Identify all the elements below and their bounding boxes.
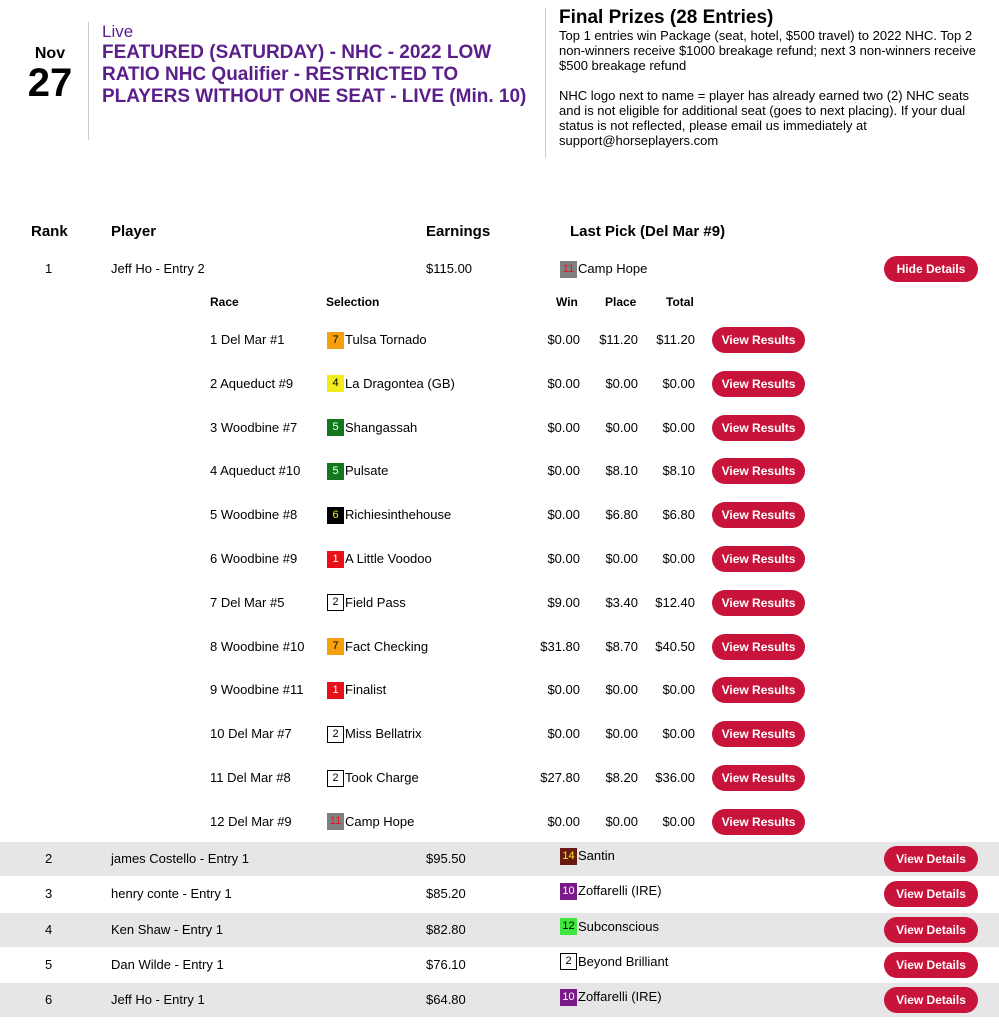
- view-results-button[interactable]: View Results: [712, 677, 805, 703]
- player-name: Jeff Ho - Entry 2: [111, 261, 205, 276]
- player-name: henry conte - Entry 1: [111, 886, 232, 902]
- saddle-cloth-badge: 7: [327, 332, 344, 349]
- race-name: 9 Woodbine #11: [210, 682, 304, 698]
- saddle-cloth-badge: 2: [327, 770, 344, 787]
- view-details-button[interactable]: View Details: [884, 917, 978, 943]
- view-results-button[interactable]: View Results: [712, 371, 805, 397]
- race-header: Race: [210, 295, 239, 309]
- last-pick: [560, 910, 659, 944]
- place-header: Place: [605, 295, 637, 309]
- last-pick: [560, 874, 662, 908]
- race-name: 1 Del Mar #1: [210, 332, 285, 347]
- win-amount: $0.00: [547, 813, 580, 829]
- rank: 3: [45, 886, 53, 902]
- saddle-cloth-badge: 5: [327, 419, 344, 436]
- race-name: 3 Woodbine #7: [210, 419, 298, 435]
- leaderboard-row: [0, 948, 999, 982]
- view-results-button[interactable]: View Results: [712, 502, 805, 528]
- race-detail-row: [0, 765, 999, 809]
- leaderboard-row: [0, 842, 999, 876]
- view-results-button[interactable]: View Results: [712, 721, 805, 747]
- prize-block: [545, 8, 985, 158]
- total-amount: $11.20: [656, 332, 695, 347]
- race-detail-row: [0, 327, 999, 371]
- race-name: 11 Del Mar #8: [210, 770, 291, 785]
- win-amount: $0.00: [547, 682, 580, 698]
- leaderboard-row: [0, 983, 999, 1017]
- win-amount: $0.00: [547, 332, 580, 347]
- win-amount: $9.00: [547, 594, 580, 610]
- rank: 6: [45, 992, 53, 1008]
- last-pick: [560, 252, 647, 286]
- saddle-cloth-badge: 10: [560, 989, 577, 1006]
- selection: [327, 721, 422, 747]
- race-name: 10 Del Mar #7: [210, 726, 292, 742]
- selection: [327, 546, 432, 572]
- leaderboard-row: [0, 913, 999, 947]
- race-detail-row: [0, 546, 999, 590]
- win-amount: $0.00: [547, 726, 580, 742]
- selection: [327, 590, 406, 616]
- date-month: Nov: [34, 45, 66, 62]
- total-amount: $12.40: [655, 594, 695, 610]
- saddle-cloth-badge: 2: [327, 726, 344, 743]
- win-amount: $0.00: [547, 463, 580, 479]
- horse-name: A Little Voodoo: [345, 551, 432, 566]
- horse-name: La Dragontea (GB): [345, 375, 455, 391]
- saddle-cloth-badge: 6: [327, 507, 344, 524]
- horse-name: Fact Checking: [345, 638, 429, 654]
- horse-name: Subconscious: [578, 918, 659, 934]
- earnings: $76.10: [426, 956, 466, 972]
- win-amount: $27.80: [540, 770, 580, 785]
- view-results-button[interactable]: View Results: [712, 634, 805, 660]
- contest-title: FEATURED (SATURDAY) - NHC - 2022 LOW RATIO NHC Qualifier - RESTRICTED TO PLAYERS WITHOUT ONE SEAT - LIVE (Min. 10): [102, 42, 527, 107]
- view-details-button[interactable]: View Details: [884, 846, 978, 872]
- saddle-cloth-badge: 4: [327, 375, 344, 392]
- selection: [327, 327, 427, 353]
- selection: [327, 634, 428, 660]
- view-results-button[interactable]: View Results: [712, 415, 805, 441]
- place-amount: $8.10: [605, 463, 638, 479]
- win-amount: $0.00: [547, 551, 580, 566]
- earnings: $95.50: [426, 851, 466, 866]
- view-details-button[interactable]: View Details: [884, 881, 978, 907]
- horse-name: Santin: [578, 848, 615, 863]
- contest-title-block: [88, 22, 528, 140]
- race-name: 8 Woodbine #10: [210, 638, 305, 654]
- win-amount: $0.00: [547, 507, 580, 523]
- view-results-button[interactable]: View Results: [712, 590, 805, 616]
- horse-name: Beyond Brilliant: [578, 953, 669, 969]
- view-details-button[interactable]: View Details: [884, 987, 978, 1013]
- rank: 2: [45, 851, 53, 866]
- horse-name: Camp Hope: [578, 261, 648, 276]
- saddle-cloth-badge: 11: [560, 261, 577, 278]
- place-amount: $8.70: [605, 638, 638, 654]
- horse-name: Richiesinthehouse: [345, 507, 452, 523]
- race-detail-row: [0, 634, 999, 678]
- nhc-logo-note: NHC logo next to name = player has already earned two (2) NHC seats and is not eligible for additional seat (goes to next placing). If your dual status is not reflected, please email us immediately at support@horseplayers.com: [559, 88, 970, 148]
- total-amount: $36.00: [655, 770, 695, 785]
- win-amount: $0.00: [547, 419, 580, 435]
- saddle-cloth-badge: 7: [327, 638, 344, 655]
- horse-name: Zoffarelli (IRE): [578, 883, 662, 899]
- date-day: 27: [27, 61, 73, 105]
- saddle-cloth-badge: 10: [560, 883, 577, 900]
- horse-name: Pulsate: [345, 463, 389, 479]
- earnings: $82.80: [426, 921, 466, 937]
- place-amount: $8.20: [605, 770, 638, 785]
- total-amount: $6.80: [662, 507, 695, 523]
- total-header: Total: [666, 295, 694, 309]
- total-amount: $0.00: [662, 375, 695, 391]
- view-details-button[interactable]: View Details: [884, 952, 978, 978]
- place-amount: $3.40: [605, 594, 638, 610]
- selection: [327, 458, 388, 484]
- selection: [327, 415, 417, 441]
- rank: 5: [45, 956, 53, 972]
- view-results-button[interactable]: View Results: [712, 809, 805, 835]
- race-detail-row: [0, 590, 999, 634]
- selection: [327, 371, 455, 397]
- saddle-cloth-badge: 11: [327, 813, 344, 830]
- place-amount: $11.20: [599, 332, 638, 347]
- total-amount: $0.00: [662, 682, 695, 698]
- view-results-button[interactable]: View Results: [712, 327, 805, 353]
- saddle-cloth-badge: 1: [327, 682, 344, 699]
- selection: [327, 809, 414, 835]
- last-pick: [560, 839, 615, 873]
- saddle-cloth-badge: 2: [327, 594, 344, 611]
- view-results-button[interactable]: View Results: [712, 458, 805, 484]
- place-amount: $0.00: [605, 813, 638, 829]
- race-detail-row: [0, 502, 999, 546]
- place-amount: $0.00: [605, 726, 638, 742]
- player-name: Dan Wilde - Entry 1: [111, 956, 224, 972]
- saddle-cloth-badge: 5: [327, 463, 344, 480]
- race-name: 2 Aqueduct #9: [210, 375, 294, 391]
- live-status: Live: [102, 22, 134, 41]
- horse-name: Camp Hope: [345, 813, 415, 829]
- last-pick: [560, 980, 662, 1014]
- earnings-header: Earnings: [426, 223, 491, 240]
- hide-details-button[interactable]: Hide Details: [884, 256, 978, 282]
- earnings: $115.00: [426, 261, 473, 276]
- race-name: 7 Del Mar #5: [210, 594, 285, 610]
- race-detail-row: [0, 458, 999, 502]
- earnings: $85.20: [426, 886, 466, 902]
- total-amount: $0.00: [662, 726, 695, 742]
- earnings: $64.80: [426, 992, 466, 1008]
- race-name: 12 Del Mar #9: [210, 813, 292, 829]
- last-pick-header: Last Pick (Del Mar #9): [570, 223, 726, 240]
- race-name: 5 Woodbine #8: [210, 507, 298, 523]
- win-header: Win: [556, 295, 578, 309]
- rank: 4: [45, 921, 53, 937]
- selection: [327, 677, 386, 703]
- place-amount: $0.00: [605, 551, 638, 566]
- player-header: Player: [111, 223, 157, 240]
- saddle-cloth-badge: 1: [327, 551, 344, 568]
- leaderboard-row: [0, 877, 999, 911]
- prize-description: Top 1 entries win Package (seat, hotel, $500 travel) to 2022 NHC. Top 2 non-winners receive $1000 breakage refund; next 3 non-winners receive $500 breakage refund: [559, 28, 976, 73]
- race-detail-row: [0, 721, 999, 765]
- win-amount: $0.00: [547, 375, 580, 391]
- saddle-cloth-badge: 14: [560, 848, 577, 865]
- horse-name: Finalist: [345, 682, 387, 698]
- selection: [327, 765, 419, 791]
- horse-name: Zoffarelli (IRE): [578, 989, 662, 1005]
- win-amount: $31.80: [540, 638, 580, 654]
- rank-header: Rank: [31, 223, 68, 240]
- place-amount: $0.00: [605, 682, 638, 698]
- rank: 1: [45, 261, 53, 276]
- player-name: Ken Shaw - Entry 1: [111, 921, 223, 937]
- horse-name: Field Pass: [345, 594, 406, 610]
- saddle-cloth-badge: 2: [560, 953, 577, 970]
- saddle-cloth-badge: 12: [560, 918, 577, 935]
- total-amount: $0.00: [662, 419, 695, 435]
- race-detail-row: [0, 415, 999, 459]
- player-name: james Costello - Entry 1: [111, 851, 249, 866]
- total-amount: $0.00: [662, 813, 695, 829]
- selection-header: Selection: [326, 295, 380, 309]
- horse-name: Took Charge: [345, 770, 419, 785]
- view-results-button[interactable]: View Results: [712, 546, 805, 572]
- race-detail-row: [0, 677, 999, 721]
- place-amount: $0.00: [605, 375, 638, 391]
- place-amount: $6.80: [605, 507, 638, 523]
- selection: [327, 502, 451, 528]
- last-pick: [560, 945, 668, 979]
- total-amount: $8.10: [662, 463, 695, 479]
- prize-title: Final Prizes (28 Entries): [559, 7, 774, 28]
- total-amount: $0.00: [662, 551, 695, 566]
- leaderboard-row: [0, 252, 999, 286]
- horse-name: Tulsa Tornado: [345, 332, 427, 347]
- horse-name: Shangassah: [345, 419, 418, 435]
- date-block: [25, 45, 75, 103]
- place-amount: $0.00: [605, 419, 638, 435]
- player-name: Jeff Ho - Entry 1: [111, 992, 205, 1008]
- total-amount: $40.50: [655, 638, 695, 654]
- race-name: 6 Woodbine #9: [210, 551, 298, 566]
- horse-name: Miss Bellatrix: [345, 726, 422, 742]
- race-detail-row: [0, 371, 999, 415]
- race-name: 4 Aqueduct #10: [210, 463, 301, 479]
- view-results-button[interactable]: View Results: [712, 765, 805, 791]
